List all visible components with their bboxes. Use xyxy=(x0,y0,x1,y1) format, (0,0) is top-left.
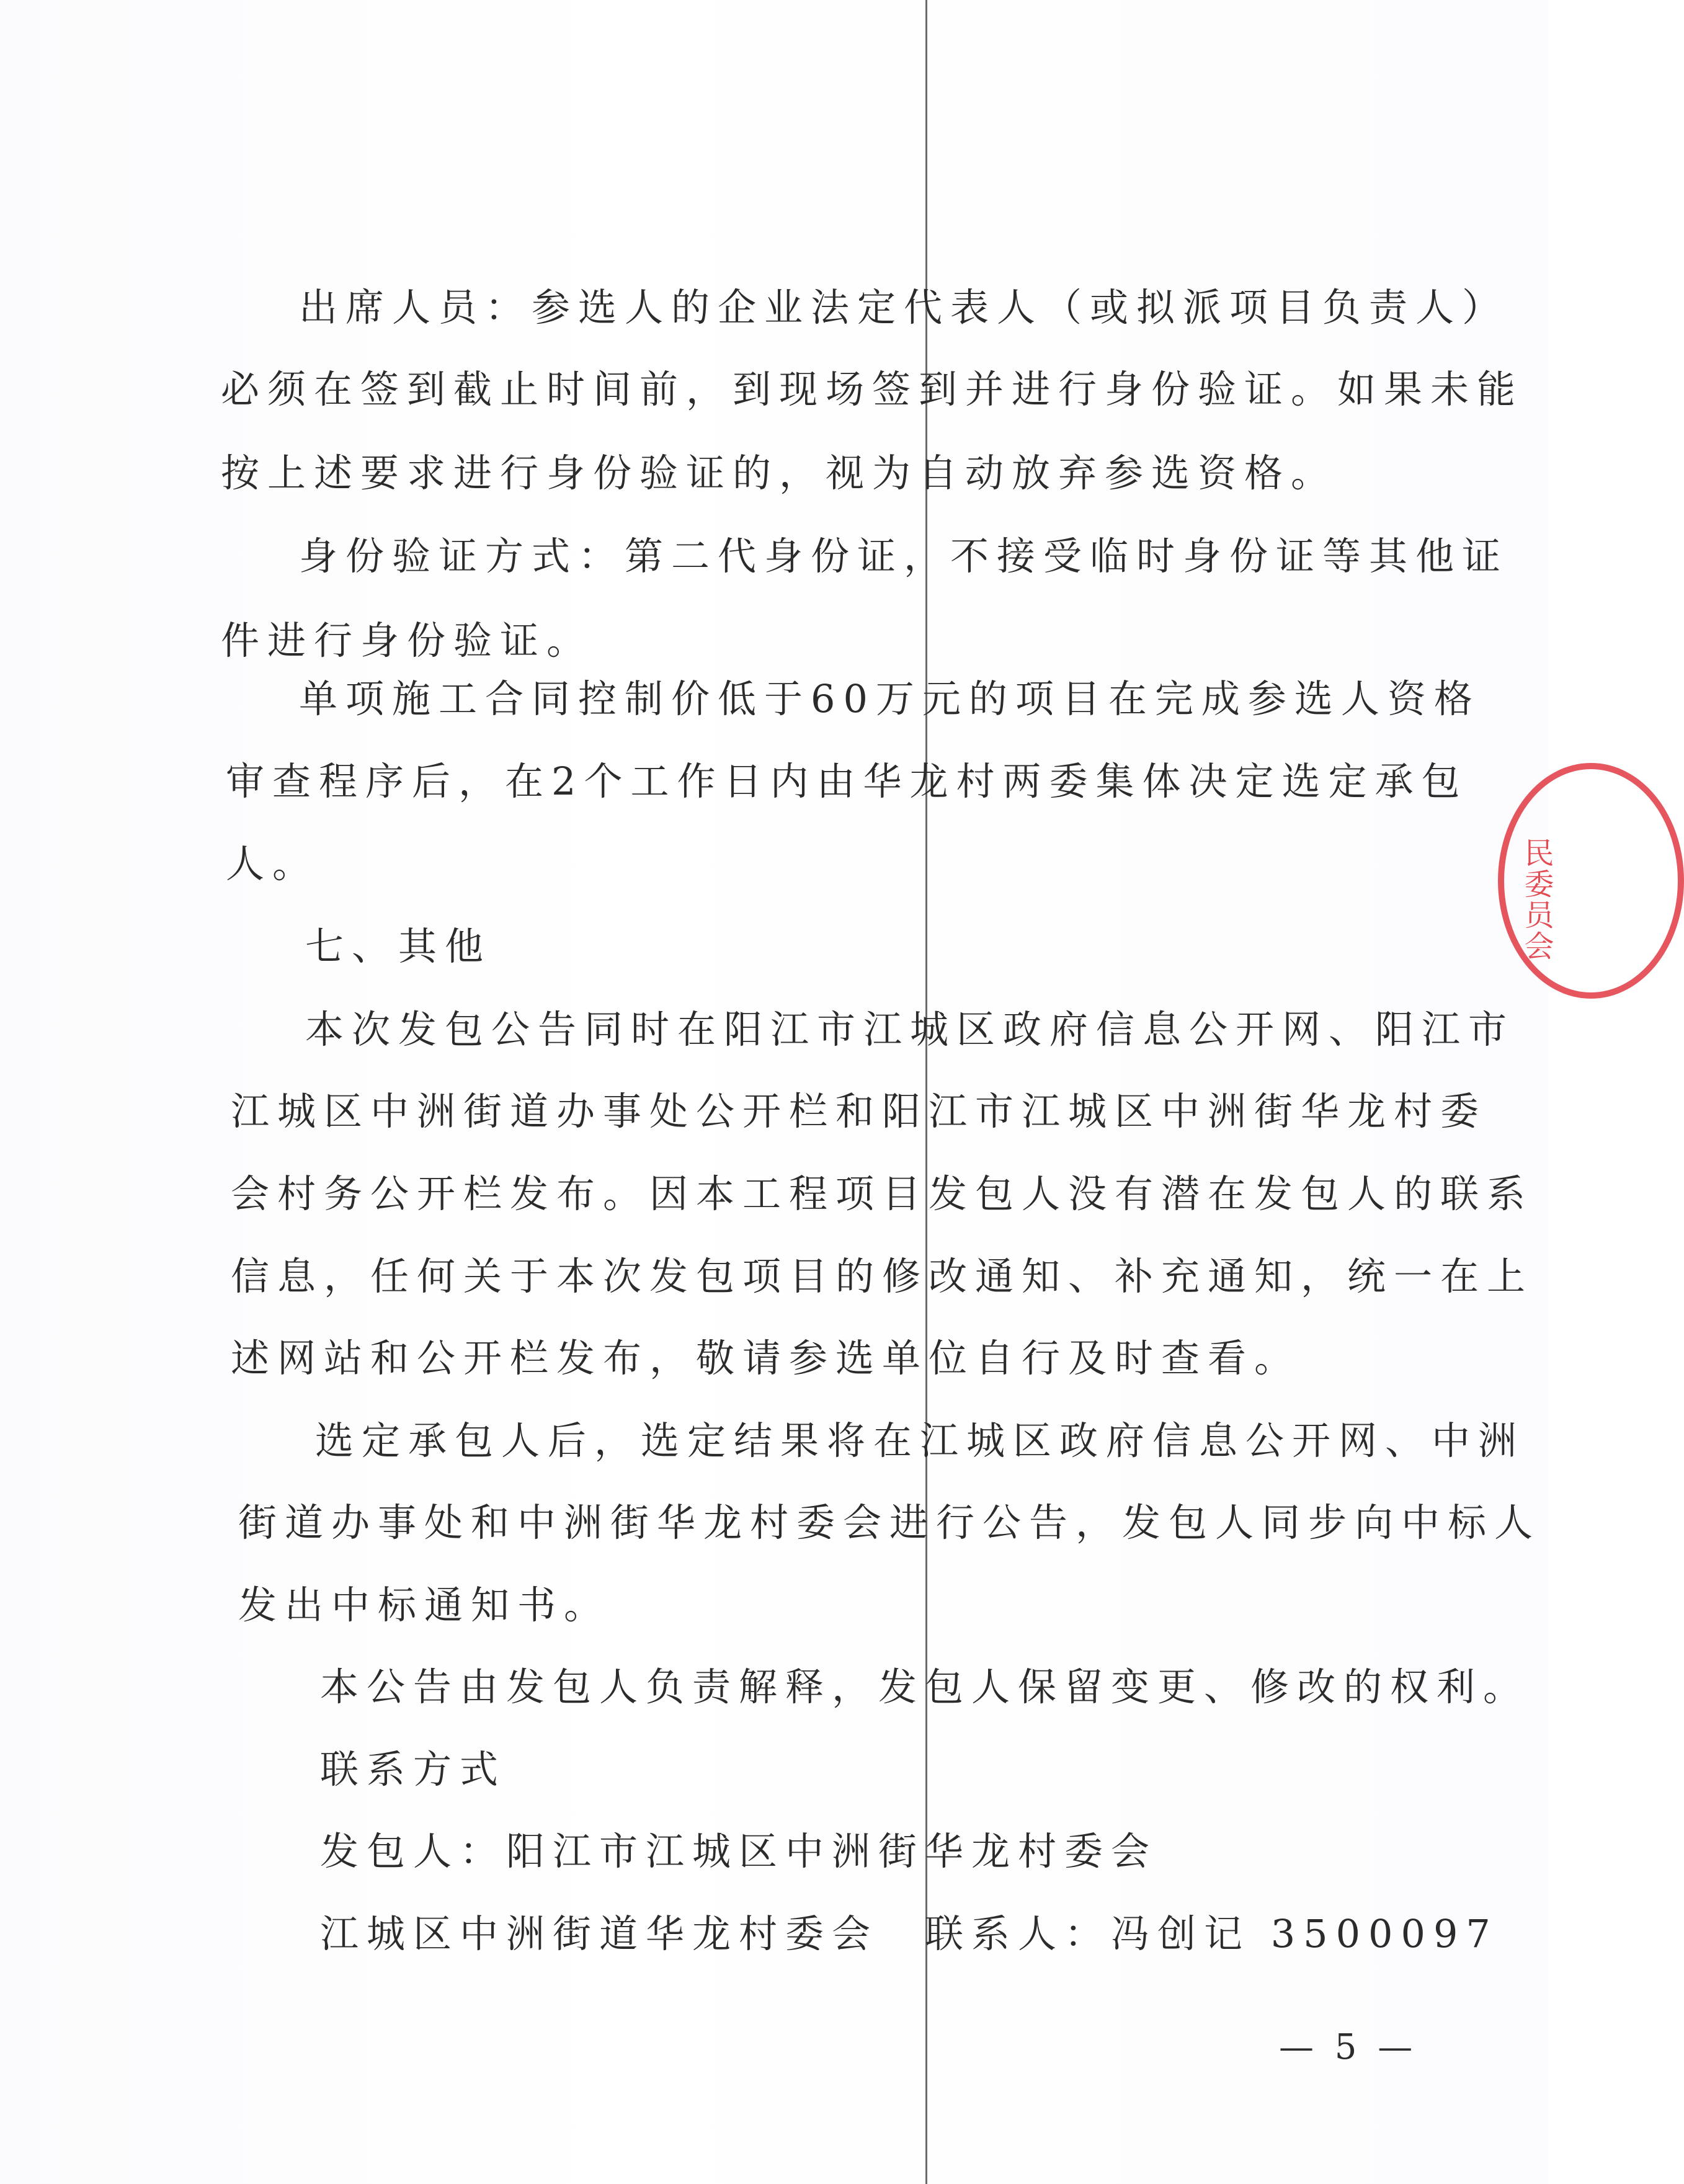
page-number: — 5 — xyxy=(1279,2027,1418,2067)
seal-text: 民委员会 xyxy=(1519,837,1554,961)
text-line-16: 街道办事处和中洲街华龙村委会进行公告，发包人同步向中标人 xyxy=(238,1500,1541,1545)
red-seal-stamp xyxy=(1498,763,1684,999)
text-line-15: 选定承包人后，选定结果将在江城区政府信息公开网、中洲 xyxy=(315,1418,1525,1463)
text-line-3: 按上述要求进行身份验证的，视为自动放弃参选资格。 xyxy=(221,450,1338,496)
contact-heading: 联系方式 xyxy=(320,1747,507,1792)
text-line-11: 江城区中洲街道办事处公开栏和阳江市江城区中洲街华龙村委 xyxy=(231,1089,1487,1134)
text-line-14: 述网站和公开栏发布，敬请参选单位自行及时查看。 xyxy=(231,1335,1301,1381)
text-line-17: 发出中标通知书。 xyxy=(238,1582,611,1628)
text-line-5: 件进行身份验证。 xyxy=(221,618,594,663)
text-line-8: 人。 xyxy=(226,841,319,886)
section-heading-other: 七、其他 xyxy=(305,924,492,969)
issuer-line: 发包人：阳江市江城区中洲街华龙村委会 xyxy=(320,1829,1158,1874)
contact-person-line: 江城区中洲街道华龙村委会 联系人：冯创记 3500097 xyxy=(320,1911,1499,1956)
text-line-4: 身份验证方式：第二代身份证，不接受临时身份证等其他证 xyxy=(299,533,1509,579)
text-line-1: 出席人员：参选人的企业法定代表人（或拟派项目负责人） xyxy=(299,285,1509,330)
text-line-18: 本公告由发包人负责解释，发包人保留变更、修改的权利。 xyxy=(320,1664,1530,1709)
text-line-13: 信息，任何关于本次发包项目的修改通知、补充通知，统一在上 xyxy=(231,1254,1534,1299)
text-line-6: 单项施工合同控制价低于60万元的项目在完成参选人资格 xyxy=(299,676,1481,721)
text-line-7: 审查程序后，在2个工作日内由华龙村两委集体决定选定承包 xyxy=(226,759,1468,804)
text-line-10: 本次发包公告同时在阳江市江城区政府信息公开网、阳江市 xyxy=(305,1007,1515,1052)
text-line-2: 必须在签到截止时间前，到现场签到并进行身份验证。如果未能 xyxy=(221,367,1524,412)
text-line-12: 会村务公开栏发布。因本工程项目发包人没有潜在发包人的联系 xyxy=(231,1171,1534,1216)
